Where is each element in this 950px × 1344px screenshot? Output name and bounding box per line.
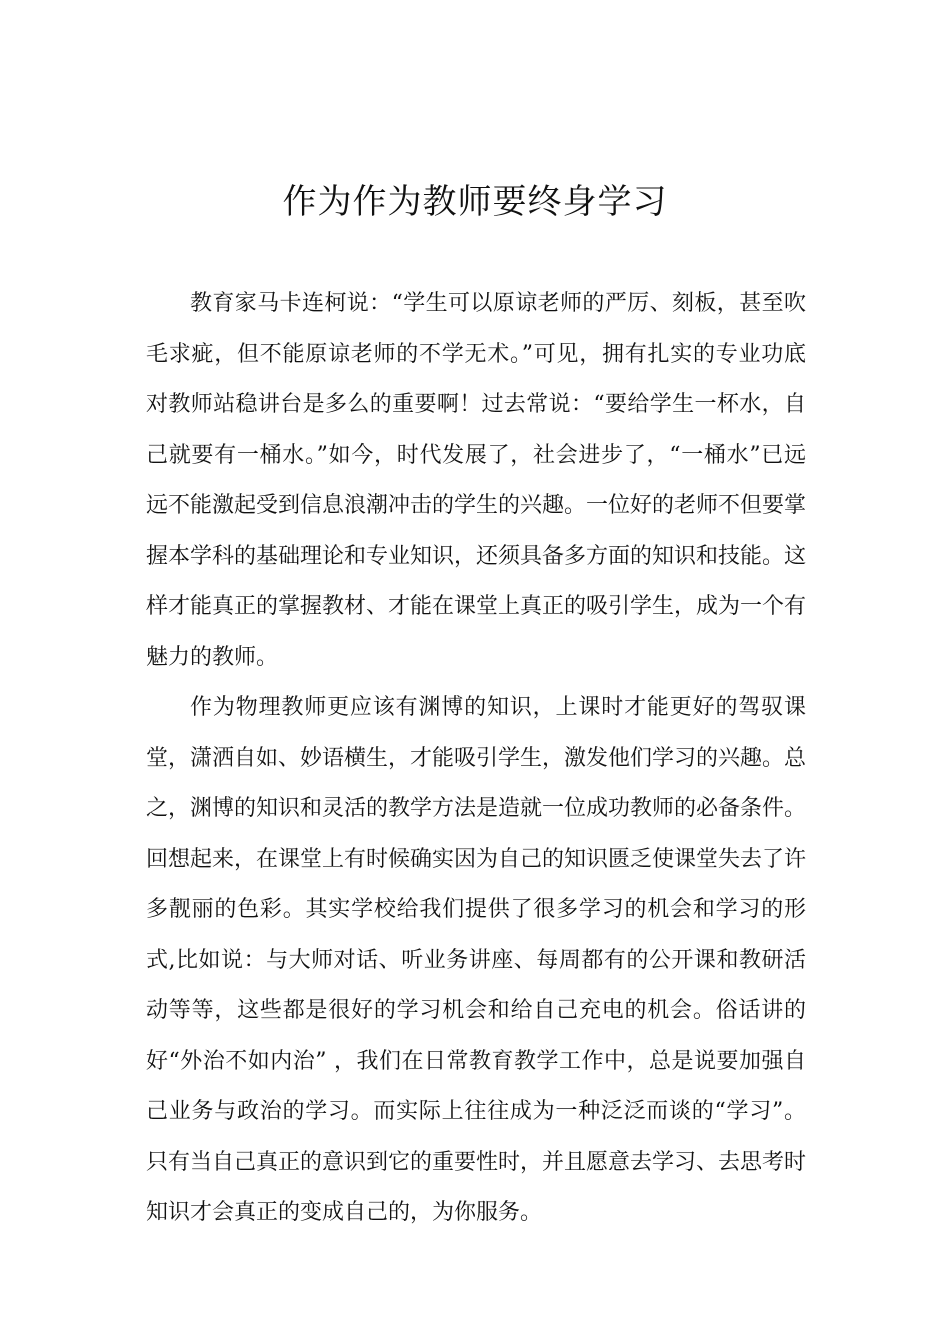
paragraph-2: 作为物理教师更应该有渊博的知识，上课时才能更好的驾驭课堂，潇洒自如、妙语横生，才能吸引学生，激发他们学习的兴趣。总之，渊博的知识和灵活的教学方法是造就一位成功教师的必备条件。回想起来，在课堂上有时候确实因为自己的知识匮乏使课堂失去了许多靓丽的色彩。其实学校给我们提供了很多学习的机会和学习的形式,比如说：与大师对话、听业务讲座、每周都有的公开课和教研活动等等，这些都是很好的学习机会和给自己充电的机会。俗话讲的好“外治不如内治” ，我们在日常教育教学工作中，总是说要加强自己业务与政治的学习。而实际上往往成为一种泛泛而谈的“学习”。只有当自己真正的意识到它的重要性时，并且愿意去学习、去思考时知识才会真正的变成自己的，为你服务。 bbox=[146, 695, 807, 1225]
paragraph-1: 教育家马卡连柯说：“学生可以原谅老师的严厉、刻板，甚至吹毛求疵，但不能原谅老师的不学无术。”可见，拥有扎实的专业功底对教师站稳讲台是多么的重要啊！过去常说：“要给学生一杯水，自己就要有一桶水。”如今，时代发展了，社会进步了，“一桶水”已远远不能激起受到信息浪潮冲击的学生的兴趣。一位好的老师不但要掌握本学科的基础理论和专业知识，还须具备多方面的知识和技能。这样才能真正的掌握教材、才能在课堂上真正的吸引学生，成为一个有魅力的教师。 bbox=[146, 291, 807, 670]
document-title: 作为作为教师要终身学习 bbox=[282, 182, 668, 222]
document-body bbox=[146, 279, 806, 1239]
